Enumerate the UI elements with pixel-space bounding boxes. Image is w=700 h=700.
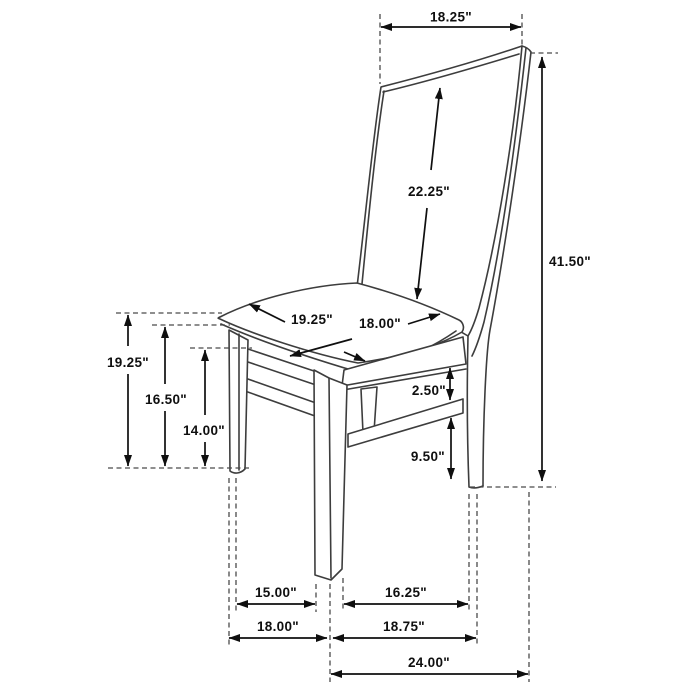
- dim-overall-depth: [331, 655, 528, 674]
- dimension-label: 18.00": [257, 619, 299, 634]
- dimension-label: 9.50": [410, 449, 445, 464]
- dimension-label: 41.50": [549, 254, 591, 269]
- dim-side-depth: [333, 619, 476, 638]
- chair-back-right-leg: [467, 336, 483, 488]
- dim-side-leg-spacing: [344, 585, 468, 604]
- dimension-label: 18.00": [359, 316, 401, 331]
- dimension-label: 18.75": [383, 619, 425, 634]
- dimension-label: 19.25": [291, 312, 333, 327]
- dimension-label: 15.00": [255, 585, 297, 600]
- dimension-label: 18.25": [430, 9, 472, 25]
- dim-seat-underside-height: [145, 325, 230, 466]
- dimension-label: 14.00": [183, 423, 225, 438]
- bottom-extension-lines: [229, 478, 529, 682]
- dimension-label: 16.50": [145, 392, 187, 407]
- dim-front-leg-spacing: [237, 585, 315, 604]
- chair-line-drawing: [218, 46, 531, 580]
- dimension-label: 22.25": [408, 184, 450, 199]
- chair-front-apron: [245, 348, 317, 385]
- dimension-label: 24.00": [408, 655, 450, 670]
- dimension-label: 16.25": [385, 585, 427, 600]
- dim-front-width-overall: [229, 619, 327, 638]
- dimension-label: 19.25": [107, 355, 149, 370]
- dimension-label: 2.50": [411, 383, 446, 398]
- chair-front-stretcher: [245, 378, 316, 416]
